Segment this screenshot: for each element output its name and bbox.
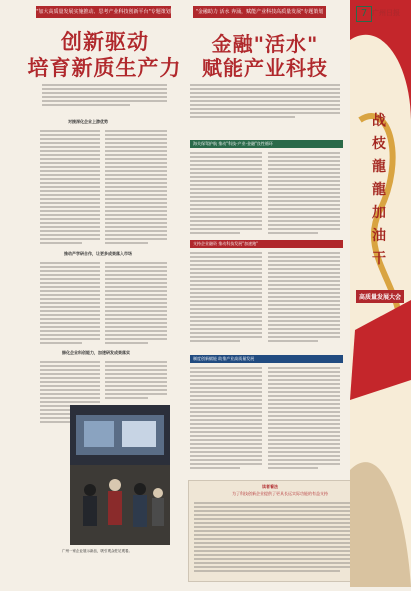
right-headline-line-1: 金融"活水" (211, 32, 319, 56)
right-headline-line-2: 赋能产业科技 (202, 56, 328, 80)
page-number-badge: 7 (356, 6, 372, 22)
left-headline-line-2: 培育新质生产力 (27, 55, 182, 80)
left-column-d-text (105, 262, 167, 346)
left-intro-text (42, 84, 167, 108)
right-column-f-text (268, 367, 340, 471)
left-column-f-text (105, 361, 167, 401)
event-photo (70, 405, 170, 545)
right-section-2-header: 支持企业融资 推动科技发展"加速跑" (190, 240, 343, 248)
left-column-b-text (105, 130, 167, 246)
right-column-b-text (268, 152, 340, 236)
left-column-a-text (40, 130, 100, 246)
left-column-c-text (40, 262, 100, 346)
left-section-1-title: 对接深化企业上游优势 (68, 119, 108, 124)
right-intro-text (190, 84, 340, 120)
left-section-3-title: 绿化企业科创能力，加速研发成果落实 (62, 350, 130, 355)
right-column-d-text (268, 252, 340, 344)
left-banner: "加大高质量发展实施推动、思考产业科技创新平台"专题策划 (36, 6, 171, 18)
right-column-e-text (190, 367, 262, 471)
commentary-title: 为了科技创新企业提供了更具长远实际功能的有益支持 (232, 491, 328, 496)
right-section-1-header: 海关保驾护航 推动"科技-产业-金融"良性循环 (190, 140, 343, 148)
masthead: 广州日报 (372, 8, 400, 17)
right-section-3-header: 制度创新赋能 助推产业高质量发展 (190, 355, 343, 363)
right-banner: "金融助力 活水 奔涌，赋能产业科技高质量发展"专题策划 (193, 6, 326, 18)
right-column-c-text (190, 252, 262, 344)
photo-caption: 广州一家企业展示新品，吸引观众驻足观看。 (62, 549, 132, 553)
left-section-2-title: 推动产学研合作，让更多成果落入市场 (64, 251, 132, 256)
side-slogan: 战枝龍龍加油干 (372, 113, 386, 267)
commentary-label: 读者看法 (262, 484, 278, 489)
side-tagline: 高质量发展大会 (356, 290, 404, 303)
left-headline-line-1: 创新驱动 (61, 29, 149, 54)
right-column-a-text (190, 152, 262, 236)
